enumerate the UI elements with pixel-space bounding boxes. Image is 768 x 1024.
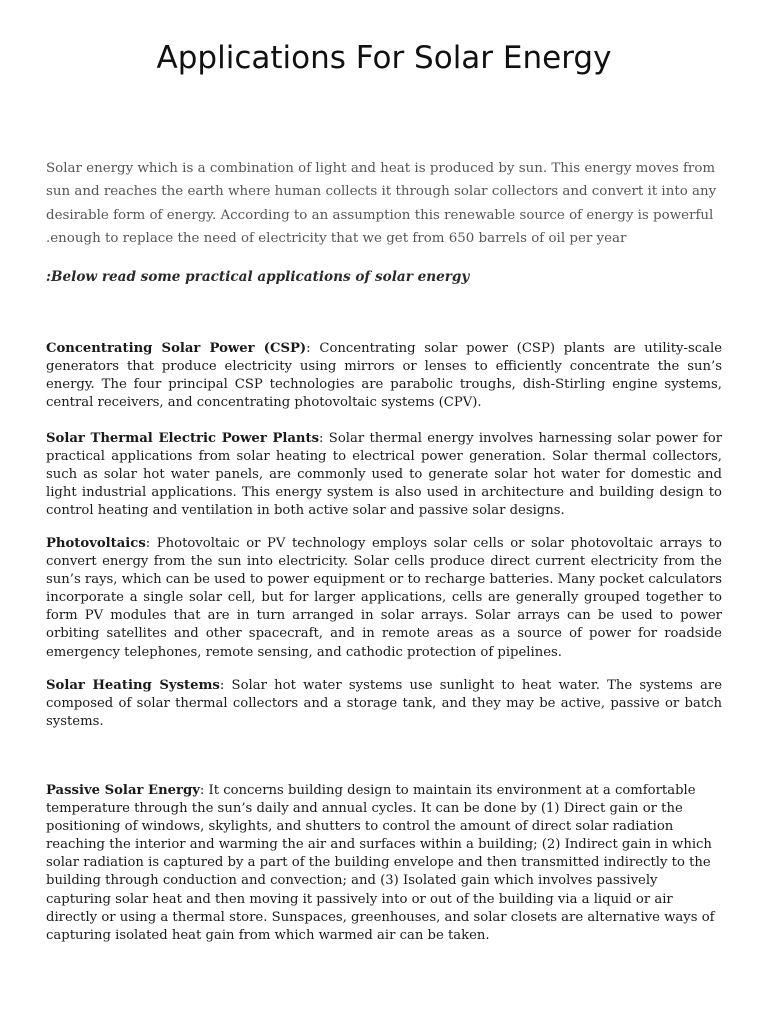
lead-sentence: :Below read some practical applications of solar energy (46, 269, 470, 285)
section-text: Photovoltaic or PV technology employs solar cells or solar photovoltaic arrays to convert energy from the sun into electricity. Solar cells produce direct current electricity from the sun’s rays, which can be used to power equipment or to recharge batteries. Many pocket calculators incorporate a single solar cell, but for larger applications, cells are generally grouped together to form PV modules that are in turn arranged in solar arrays. Solar arrays can be used to power orbiting satellites and other spacecraft, and in remote areas as a source of power for roadside emergency telephones, remote sensing, and cathodic protection of pipelines. (46, 536, 723, 660)
section-passive-solar (46, 782, 722, 945)
section-term: Solar Thermal Electric Power Plants (46, 431, 320, 446)
section-solar-heating (46, 677, 722, 731)
section-csp (46, 340, 722, 412)
section-separator: : (199, 783, 209, 798)
section-term: Solar Heating Systems (46, 678, 220, 693)
intro-paragraph: Solar energy which is a combination of light and heat is produced by sun. This energy moves from sun and reaches the earth where human collects it through solar collectors and convert it into any desirable form of energy. According to an assumption this renewable source of energy is powerful .enough to replace the need of electricity that we get from 650 barrels of oil per year (46, 161, 717, 246)
section-separator: : (145, 536, 157, 551)
page-title: Applications For Solar Energy (156, 40, 612, 76)
section-term: Photovoltaics (46, 536, 146, 551)
section-text: Solar hot water systems use sunlight to heat water. The systems are composed of solar thermal collectors and a storage tank, and they may be active, passive or batch systems. (46, 678, 722, 730)
section-term: Concentrating Solar Power (CSP) (46, 341, 307, 356)
section-text: It concerns building design to maintain its environment at a comfortable temperature through the sun’s daily and annual cycles. It can be done by (1) Direct gain or the positioning of windows, skylights, and shutters to control the amount of direct solar radiation reaching the interior and warming the air and surfaces within a building; (2) Indirect gain in which solar radiation is captured by a part of the building envelope and then transmitted indirectly to the building through conduction and convection; and (3) Isolated gain which involves passively capturing solar heat and then moving it passively into or out of the building via a liquid or air directly or using a thermal store. Sunspaces, greenhouses, and solar closets are alternative ways of capturing isolated heat gain from which warmed air can be taken. (46, 783, 715, 943)
section-text: Solar thermal energy involves harnessing solar power for practical applications from solar heating to electrical power generation. Solar thermal collectors, such as solar hot water panels, are commonly used to generate solar hot water for domestic and light industrial applications. This energy system is also used in architecture and building design to control heating and ventilation in both active solar and passive solar designs. (46, 431, 722, 519)
section-solar-thermal (46, 430, 722, 520)
section-separator: : (319, 431, 329, 446)
section-term: Passive Solar Energy (46, 783, 200, 798)
section-separator: : (219, 678, 232, 693)
section-photovoltaics (46, 535, 722, 662)
section-text: Concentrating solar power (CSP) plants are utility-scale generators that produce electricity using mirrors or lenses to efficiently concentrate the sun’s energy. The four principal CSP technologies are parabolic troughs, dish-Stirling engine systems, central receivers, and concentrating photovoltaic systems (CPV). (46, 341, 722, 411)
section-separator: : (306, 341, 320, 356)
